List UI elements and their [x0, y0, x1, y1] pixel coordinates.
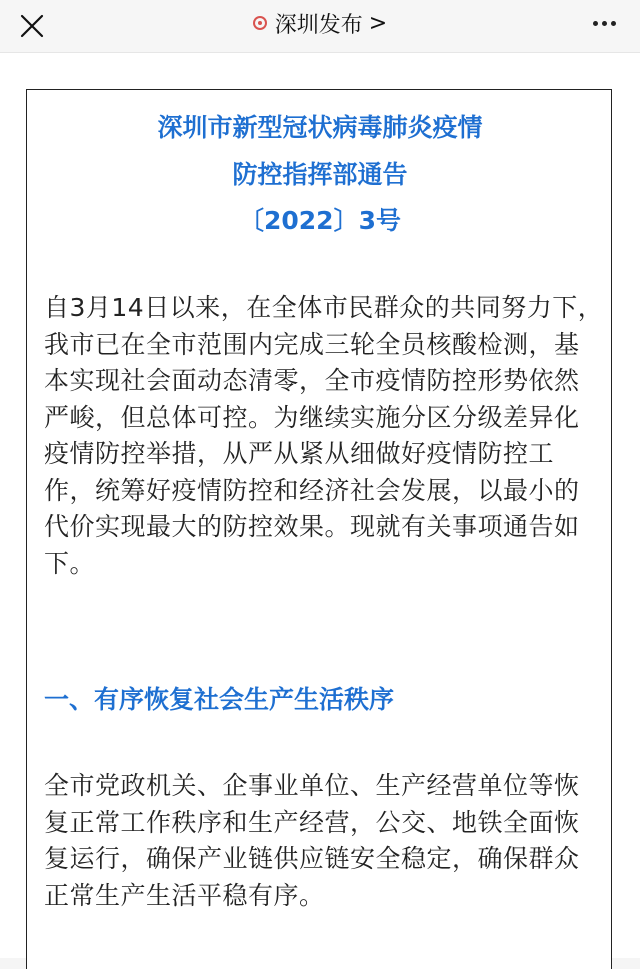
- chevron-right-icon: >: [368, 10, 388, 36]
- heading-line-1: 深圳市新型冠状病毒肺炎疫情: [157, 113, 483, 142]
- account-title[interactable]: [0, 0, 640, 46]
- account-logo-icon: [253, 16, 267, 30]
- top-bar: [0, 0, 640, 53]
- dot: [602, 21, 607, 26]
- dot: [611, 21, 616, 26]
- section-title-1: 一、有序恢复社会生产生活秩序: [44, 685, 395, 714]
- heading-line-2: 防控指挥部通告: [232, 160, 408, 189]
- dot: [593, 21, 598, 26]
- account-name: 深圳发布: [274, 12, 363, 38]
- more-options-button[interactable]: [586, 8, 622, 38]
- heading-line-3: 〔2022〕3号: [239, 206, 401, 235]
- intro-paragraph: 自3月14日以来，在全体市民群众的共同努力下，我市已在全市范围内完成三轮全员核酸检测，基本实现社会面动态清零，全市疫情防控形势依然严峻，但总体可控。为继续实施分区分级差异化疫情防控举措，从严从紧从细做好疫情防控工作，统筹好疫情防控和经济社会发展，以最小的代价实现最大的防控效果。现就有关事项通告如下。: [44, 293, 604, 578]
- section-1-paragraph: 全市党政机关、企事业单位、生产经营单位等恢复正常工作秩序和生产经营，公交、地铁全面恢复运行，确保产业链供应链安全稳定，确保群众正常生产生活平稳有序。: [44, 771, 580, 910]
